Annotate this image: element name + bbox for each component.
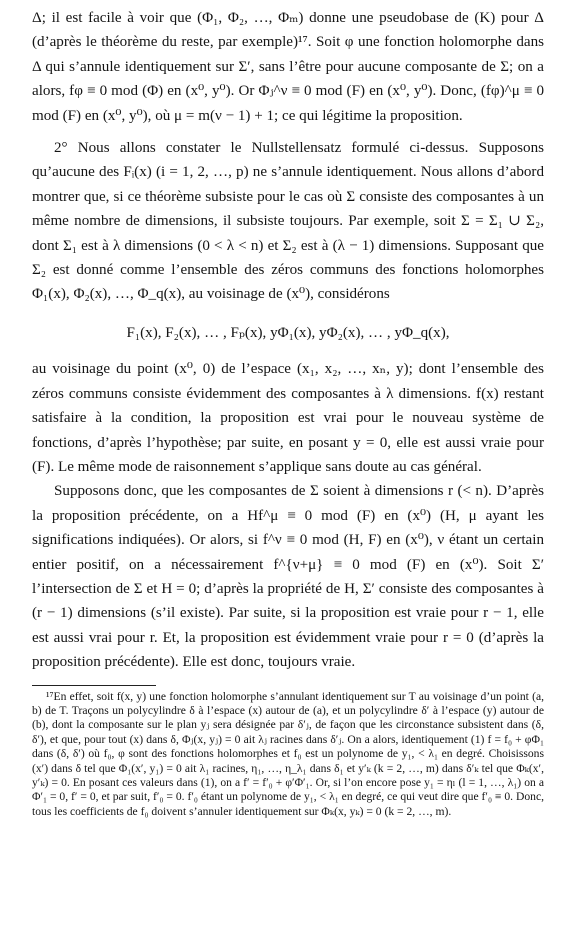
paragraph-neighbourhood: au voisinage du point (x⁰, 0) de l’espace (x₁, x₂, …, xₙ, y); dont l’ensemble des zéros communs consiste évidemment des composantes à λ dimensions. f(x) restant satisfaire à la condition, la proposition est vrai pour le nouveau système de fonctions, d’après l’hypothèse; par suite, en posant y = 0, elle est aussi vraie pour (F). Le même mode de raisonnement s’applique sans doute au cas général. [32,361,544,475]
paragraph-induction: Supposons donc, que les composantes de Σ soient à dimensions r (< n). D’après la proposition précédente, on a Hf^μ ≡ 0 mod (F) en (x⁰) (H, μ ayant les significations indiquées). Or alors, si f^ν ≡ 0 mod (H, F) en (x⁰), ν étant un certain entier positif, on a nécessairement f^{ν+μ} ≡ 0 mod (F) en (x⁰). Soit Σ′ l’intersection de Σ et H = 0; d’après la propriété de H, Σ′ consiste des composantes à (r − 1) dimensions (s’il existe). Par suite, si la proposition est vraie pour r − 1, elle est aussi vrai pour r. Et, la proposition est évidemment vraie pour r = 0 (d’après la proposition précédente). Elle est donc, toujours vraie. [32,483,544,671]
footnote-17: ¹⁷En effet, soit f(x, y) une fonction holomorphe s’annulant identiquement sur T au voisinage d’un point (a, b) de T. Traçons un polycylindre δ à l’espace (x) autour de (a), et un polycylindre δ′ à l’espace (y) autour de (b), dont la composante sur le plan yⱼ sera désignée par δ′ⱼ, de façon que les circonstance subsistent dans (δ, δ′), et que, pour tout (x) dans δ, Φⱼ(x, yⱼ) = 0 ait λⱼ racines dans δ′ⱼ. On a alors, identiquement (1) f = f₀ + φΦ₁ dans (δ, δ′) où f₀, φ sont des fonctions holomorphes et f₀ est un polynome de y₁, < λ₁ en degré. Choisissons (x′) dans δ tel que Φ₁(x′, y₁) = 0 ait λ₁ racines, η₁, …, η_λ₁ dans δ₁ et y′ₖ (k = 2, …, m) dans δ′ₖ tel que Φₖ(x′, y′ₖ) = 0. En posant ces valeurs dans (1), on a f′ = f′₀ + φ′Φ′₁. Or, si l’on encore pose y₁ = ηₗ (l = 1, …, λ₁) on a Φ′₁ = 0, f′ = 0, et par suit, f′₀ = 0. f′₀ étant un polynome de y₁, < λ₁ en degré, ce qui veut dire que f′₀ ≡ 0. Donc, tous les coefficients de f₀ doivent s’annuler identiquement sur Φₖ(x, yₖ) = 0 (k = 2, …, m). [32,689,544,818]
footnote-rule [32,685,156,686]
page-body [32,6,544,819]
paragraph-nullstellensatz: 2° Nous allons constater le Nullstellensatz formulé ci-dessus. Supposons qu’aucune des Fᵢ(x) (i = 1, 2, …, p) ne s’annule identiquement. Nous allons d’abord montrer que, si ce théorème subsiste pour le cas où Σ consiste des composantes à un même nombre de dimensions, il subsiste toujours. Par exemple, soit Σ = Σ₁ ∪ Σ₂, dont Σ₁ est à λ dimensions (0 < λ < n) et Σ₂ est à (λ − 1) dimensions. Supposant que Σ₂ est donné comme l’ensemble des zéros communs des fonctions holomorphes Φ₁(x), Φ₂(x), …, Φ_q(x), au voisinage de (x⁰), considérons [32,140,544,303]
paragraph-pseudobase: Δ; il est facile à voir que (Φ₁, Φ₂, …, Φₘ) donne une pseudobase de (K) pour Δ (d’après le théorème du reste, par exemple)¹⁷. Soit φ une fonction holomorphe dans Δ qui s’annule identiquement sur Σ′, sans l’être pour aucune composante de Σ; on a alors, fφ ≡ 0 mod (Φ) en (x⁰, y⁰). Or Φⱼ^ν ≡ 0 mod (F) en (x⁰, y⁰). Donc, (fφ)^μ ≡ 0 mod (F) en (x⁰, y⁰), où μ = m(ν − 1) + 1; ce qui légitime la proposition. [32,10,544,124]
display-function-list: F₁(x), F₂(x), … , Fₚ(x), yΦ₁(x), yΦ₂(x), … , yΦ_q(x), [126,324,450,341]
